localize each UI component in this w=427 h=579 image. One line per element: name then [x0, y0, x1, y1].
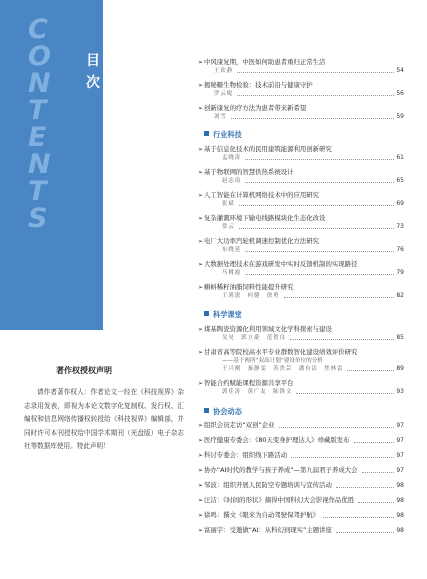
arrow-icon: ➢ [198, 238, 204, 245]
arrow-icon: ➢ [198, 527, 204, 534]
entry-page: 82 [396, 292, 404, 299]
leader-dots [245, 251, 394, 252]
watermark-letter: O [28, 41, 51, 72]
toc-entry[interactable] [198, 526, 404, 535]
entry-page: 61 [396, 154, 404, 161]
entry-title: 医疗健康专委会：《80天变身护理达人》珍藏版发布 [204, 436, 350, 444]
entry-title: 揭秘糖生物检验：技术前沿与健康守护 [204, 81, 313, 89]
arrow-icon: ➢ [198, 284, 204, 291]
watermark-letter: N [28, 68, 51, 99]
contents-watermark [28, 16, 92, 232]
leader-dots [239, 228, 395, 229]
entry-author: 王兴刚 秦静雯 苏贵芸 潘有洁 焦林雷 [222, 366, 344, 372]
entry-title: 中风康复期，中医如何助患者重归正常生活 [204, 58, 326, 66]
entry-page: 59 [396, 113, 404, 120]
leader-dots [347, 370, 394, 371]
leader-dots [239, 205, 395, 206]
toc-entry[interactable] [198, 436, 404, 445]
table-of-contents [198, 0, 404, 579]
declaration-body: 请作者著作权人：作者论文一经在《科技视界》杂志录用发表，即视为本论文数字化复制权、发行权、汇编权和信息网络传播权转授给《科技视界》编辑部，并同时许可本刊授权给中国学术期刊（光盘版）电子杂志社等数据库使用。特此声明！ [24, 388, 184, 450]
entry-page: 93 [396, 388, 404, 395]
leader-dots [358, 502, 394, 503]
entry-title: 创新康复的疗方法为患者带来新希望 [204, 104, 307, 112]
section-heading: 行业科技 [204, 130, 242, 140]
entry-title: 基于物联网的智慧供热系统设计 [204, 168, 294, 176]
watermark-letter: T [28, 95, 47, 126]
arrow-icon: ➢ [198, 261, 204, 268]
entry-author: 罗云妮 [214, 91, 234, 97]
entry-page: 76 [396, 246, 404, 253]
toc-entry[interactable] [198, 466, 404, 475]
entry-page: 79 [396, 269, 404, 276]
entry-title: 电厂大功率汽轮机调速控制优化方法研究 [204, 237, 320, 245]
entry-author: 赵志南 [222, 178, 242, 184]
leader-dots [279, 427, 395, 428]
entry-title: 复杂灌溉环境下输电线路模块化生态化改设 [204, 214, 326, 222]
leader-dots [336, 487, 395, 488]
toc-entry[interactable] [198, 104, 404, 121]
toc-entry[interactable] [198, 451, 404, 460]
entry-page: 89 [396, 365, 404, 372]
entry-title: 协办“AI时代的教学与孩子养成”—第九届君子养成大会 [204, 466, 358, 474]
entry-page: 97 [396, 467, 404, 474]
toc-entry[interactable] [198, 237, 404, 254]
arrow-icon: ➢ [198, 437, 204, 444]
watermark-letter: C [28, 14, 48, 45]
entry-author: 东晓延 [222, 247, 242, 253]
arrow-icon: ➢ [198, 482, 204, 489]
entry-page: 97 [396, 437, 404, 444]
arrow-icon: ➢ [198, 59, 204, 66]
arrow-icon: ➢ [198, 422, 204, 429]
declaration-title: 著作权授权声明 [56, 366, 112, 375]
arrow-icon: ➢ [198, 326, 204, 333]
arrow-icon: ➢ [198, 452, 204, 459]
leader-dots [284, 297, 395, 298]
entry-author: 张斌 [222, 201, 235, 207]
toc-entry[interactable] [198, 379, 404, 396]
arrow-icon: ➢ [198, 349, 204, 356]
toc-entry[interactable] [198, 145, 404, 162]
arrow-icon: ➢ [198, 82, 204, 89]
toc-entry[interactable] [198, 511, 404, 520]
entry-page: 65 [396, 177, 404, 184]
leader-dots [290, 339, 394, 340]
entry-title: 组织会员走访“双创”企业 [204, 421, 275, 429]
leader-dots [296, 393, 394, 394]
leader-dots [354, 442, 395, 443]
entry-page: 98 [396, 512, 404, 519]
toc-entry[interactable] [198, 481, 404, 490]
leader-dots [323, 517, 394, 518]
arrow-icon: ➢ [198, 497, 204, 504]
entry-title: 汪洁：《时间的形状》摘得中国科幻大会影视作品优胜 [204, 496, 355, 504]
leader-dots [231, 118, 395, 119]
toc-entry[interactable] [198, 283, 404, 300]
leader-dots [291, 457, 394, 458]
section-heading: 科学课堂 [204, 310, 242, 320]
entry-author: 刘雪 [214, 114, 227, 120]
entry-author: 郭佳涛 黄广友 陈锋文 [222, 389, 293, 395]
arrow-icon: ➢ [198, 105, 204, 112]
arrow-icon: ➢ [198, 512, 204, 519]
arrow-icon: ➢ [198, 169, 204, 176]
entry-author: 王钦静 [214, 68, 234, 74]
entry-page: 56 [396, 90, 404, 97]
entry-author: 孟晓涛 [222, 155, 242, 161]
toc-entry[interactable] [198, 58, 404, 75]
entry-title: 徐鸣：撰文《眼来为自动驾驶保驾护航》 [204, 511, 320, 519]
entry-author: 吴昊 郭立豪 范贺良 [222, 335, 286, 341]
entry-author: 王鸿恩 何健 徐勇 [222, 293, 280, 299]
leader-dots [237, 72, 394, 73]
square-bullet-icon [204, 408, 209, 413]
entry-page: 97 [396, 422, 404, 429]
entry-title: 科讨专委会：组织线下路活动 [204, 451, 288, 459]
entry-subtitle: ——基于两所“双高计划”建设单位的分析 [222, 358, 323, 364]
arrow-icon: ➢ [198, 215, 204, 222]
entry-title: 富丽宇：受邀做“AI：从科幻到现实”主题讲座 [204, 526, 332, 534]
watermark-letter: N [28, 149, 51, 180]
page-title [85, 50, 101, 94]
watermark-letter: E [28, 122, 47, 153]
entry-author: 常云 [222, 224, 235, 230]
entry-page: 98 [396, 497, 404, 504]
entry-page: 73 [396, 223, 404, 230]
entry-page: 54 [396, 67, 404, 74]
entry-title: 人工智能在计算机网络技术中的应用研究 [204, 191, 320, 199]
entry-title: 基于信息化技术的民用建筑能源利用创新研究 [204, 145, 332, 153]
toc-entry[interactable] [198, 496, 404, 505]
leader-dots [245, 159, 394, 160]
entry-title: 邹波：组织开展人民防空专题培训与宣传活动 [204, 481, 332, 489]
toc-entry[interactable] [198, 168, 404, 185]
entry-page: 98 [396, 482, 404, 489]
page-title-char: 目 [86, 53, 100, 69]
arrow-icon: ➢ [198, 192, 204, 199]
toc-entry[interactable] [198, 191, 404, 208]
leader-dots [237, 95, 394, 96]
square-bullet-icon [204, 311, 209, 316]
toc-entry[interactable] [198, 214, 404, 231]
leader-dots [362, 472, 395, 473]
entry-title: 煤基陶瓷资源化利用领域文化学科探索与建设 [204, 325, 332, 333]
entry-page: 85 [396, 334, 404, 341]
watermark-letter: T [28, 176, 47, 207]
entry-title: 智能合约赋能课程资源共享平台 [204, 379, 294, 387]
copyright-declaration [24, 365, 184, 454]
entry-page: 69 [396, 200, 404, 207]
toc-entry[interactable] [198, 421, 404, 430]
entry-author: 马桃霞 [222, 270, 242, 276]
toc-entry[interactable] [198, 81, 404, 98]
entry-title: 大数据处理技术在游戏研发中实时反馈机制的实现路径 [204, 260, 358, 268]
toc-entry[interactable] [198, 325, 404, 342]
page-title-char: 次 [86, 75, 100, 91]
arrow-icon: ➢ [198, 467, 204, 474]
entry-title: 蝌蚪稀籽油脂饲料性能提升研究 [204, 283, 294, 291]
toc-entry[interactable] [198, 260, 404, 277]
entry-page: 98 [396, 527, 404, 534]
leader-dots [245, 274, 394, 275]
watermark-letter: S [28, 203, 48, 234]
entry-title: 甘肃省高等院校高水平专业群数智化建设绩效评价研究 [204, 348, 358, 356]
arrow-icon: ➢ [198, 146, 204, 153]
arrow-icon: ➢ [198, 380, 204, 387]
entry-page: 97 [396, 452, 404, 459]
square-bullet-icon [204, 131, 209, 136]
leader-dots [336, 532, 394, 533]
leader-dots [245, 182, 394, 183]
toc-entry[interactable] [198, 348, 404, 373]
section-heading: 协会动态 [204, 407, 242, 417]
